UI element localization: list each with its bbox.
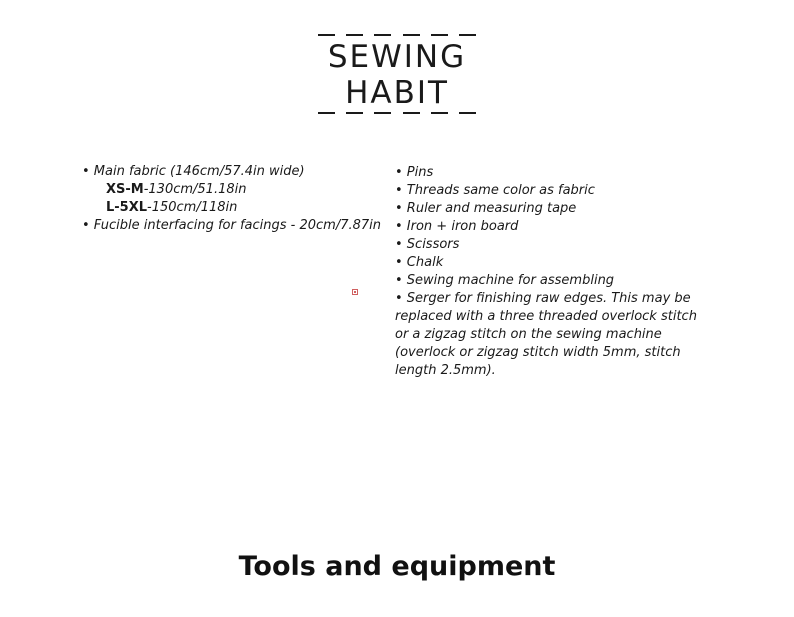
section-heading: Tools and equipment <box>238 551 556 582</box>
tool-item: • Scissors <box>395 237 460 252</box>
materials-list <box>82 163 382 235</box>
size-amount: -150cm/118in <box>147 200 238 215</box>
size-line-l-5xl <box>82 199 382 217</box>
size-amount: -130cm/51.18in <box>143 182 247 197</box>
logo-dashes-top <box>318 34 476 36</box>
logo-word-habit: HABIT <box>345 75 449 111</box>
size-code: L-5XL <box>106 200 148 215</box>
logo-word-sewing: SEWING <box>327 39 467 75</box>
size-line-xs-m <box>82 181 382 199</box>
logo-dashes-bottom <box>318 112 476 114</box>
main-fabric-item: • Main fabric (146cm/57.4in wide) <box>82 164 305 179</box>
size-code: XS-M <box>106 182 144 197</box>
tool-item-serger: • Serger for finishing raw edges. This may be replaced with a three threaded overlock stitch or a zigzag stitch on the sewing machine (overlock or zigzag stitch width 5mm, stitch length 2.5mm). <box>395 291 697 378</box>
tool-item: • Chalk <box>395 255 444 270</box>
interfacing-item: • Fucible interfacing for facings - 20cm/7.87in <box>82 218 382 233</box>
tool-item: • Pins <box>395 165 434 180</box>
tool-item: • Threads same color as fabric <box>395 183 595 198</box>
tool-item: • Iron + iron board <box>395 219 519 234</box>
tool-item: • Ruler and measuring tape <box>395 201 577 216</box>
tools-list <box>395 164 711 380</box>
tool-item: • Sewing machine for assembling <box>395 273 615 288</box>
sewing-habit-logo <box>318 30 476 120</box>
small-square-marker-icon <box>352 289 358 295</box>
